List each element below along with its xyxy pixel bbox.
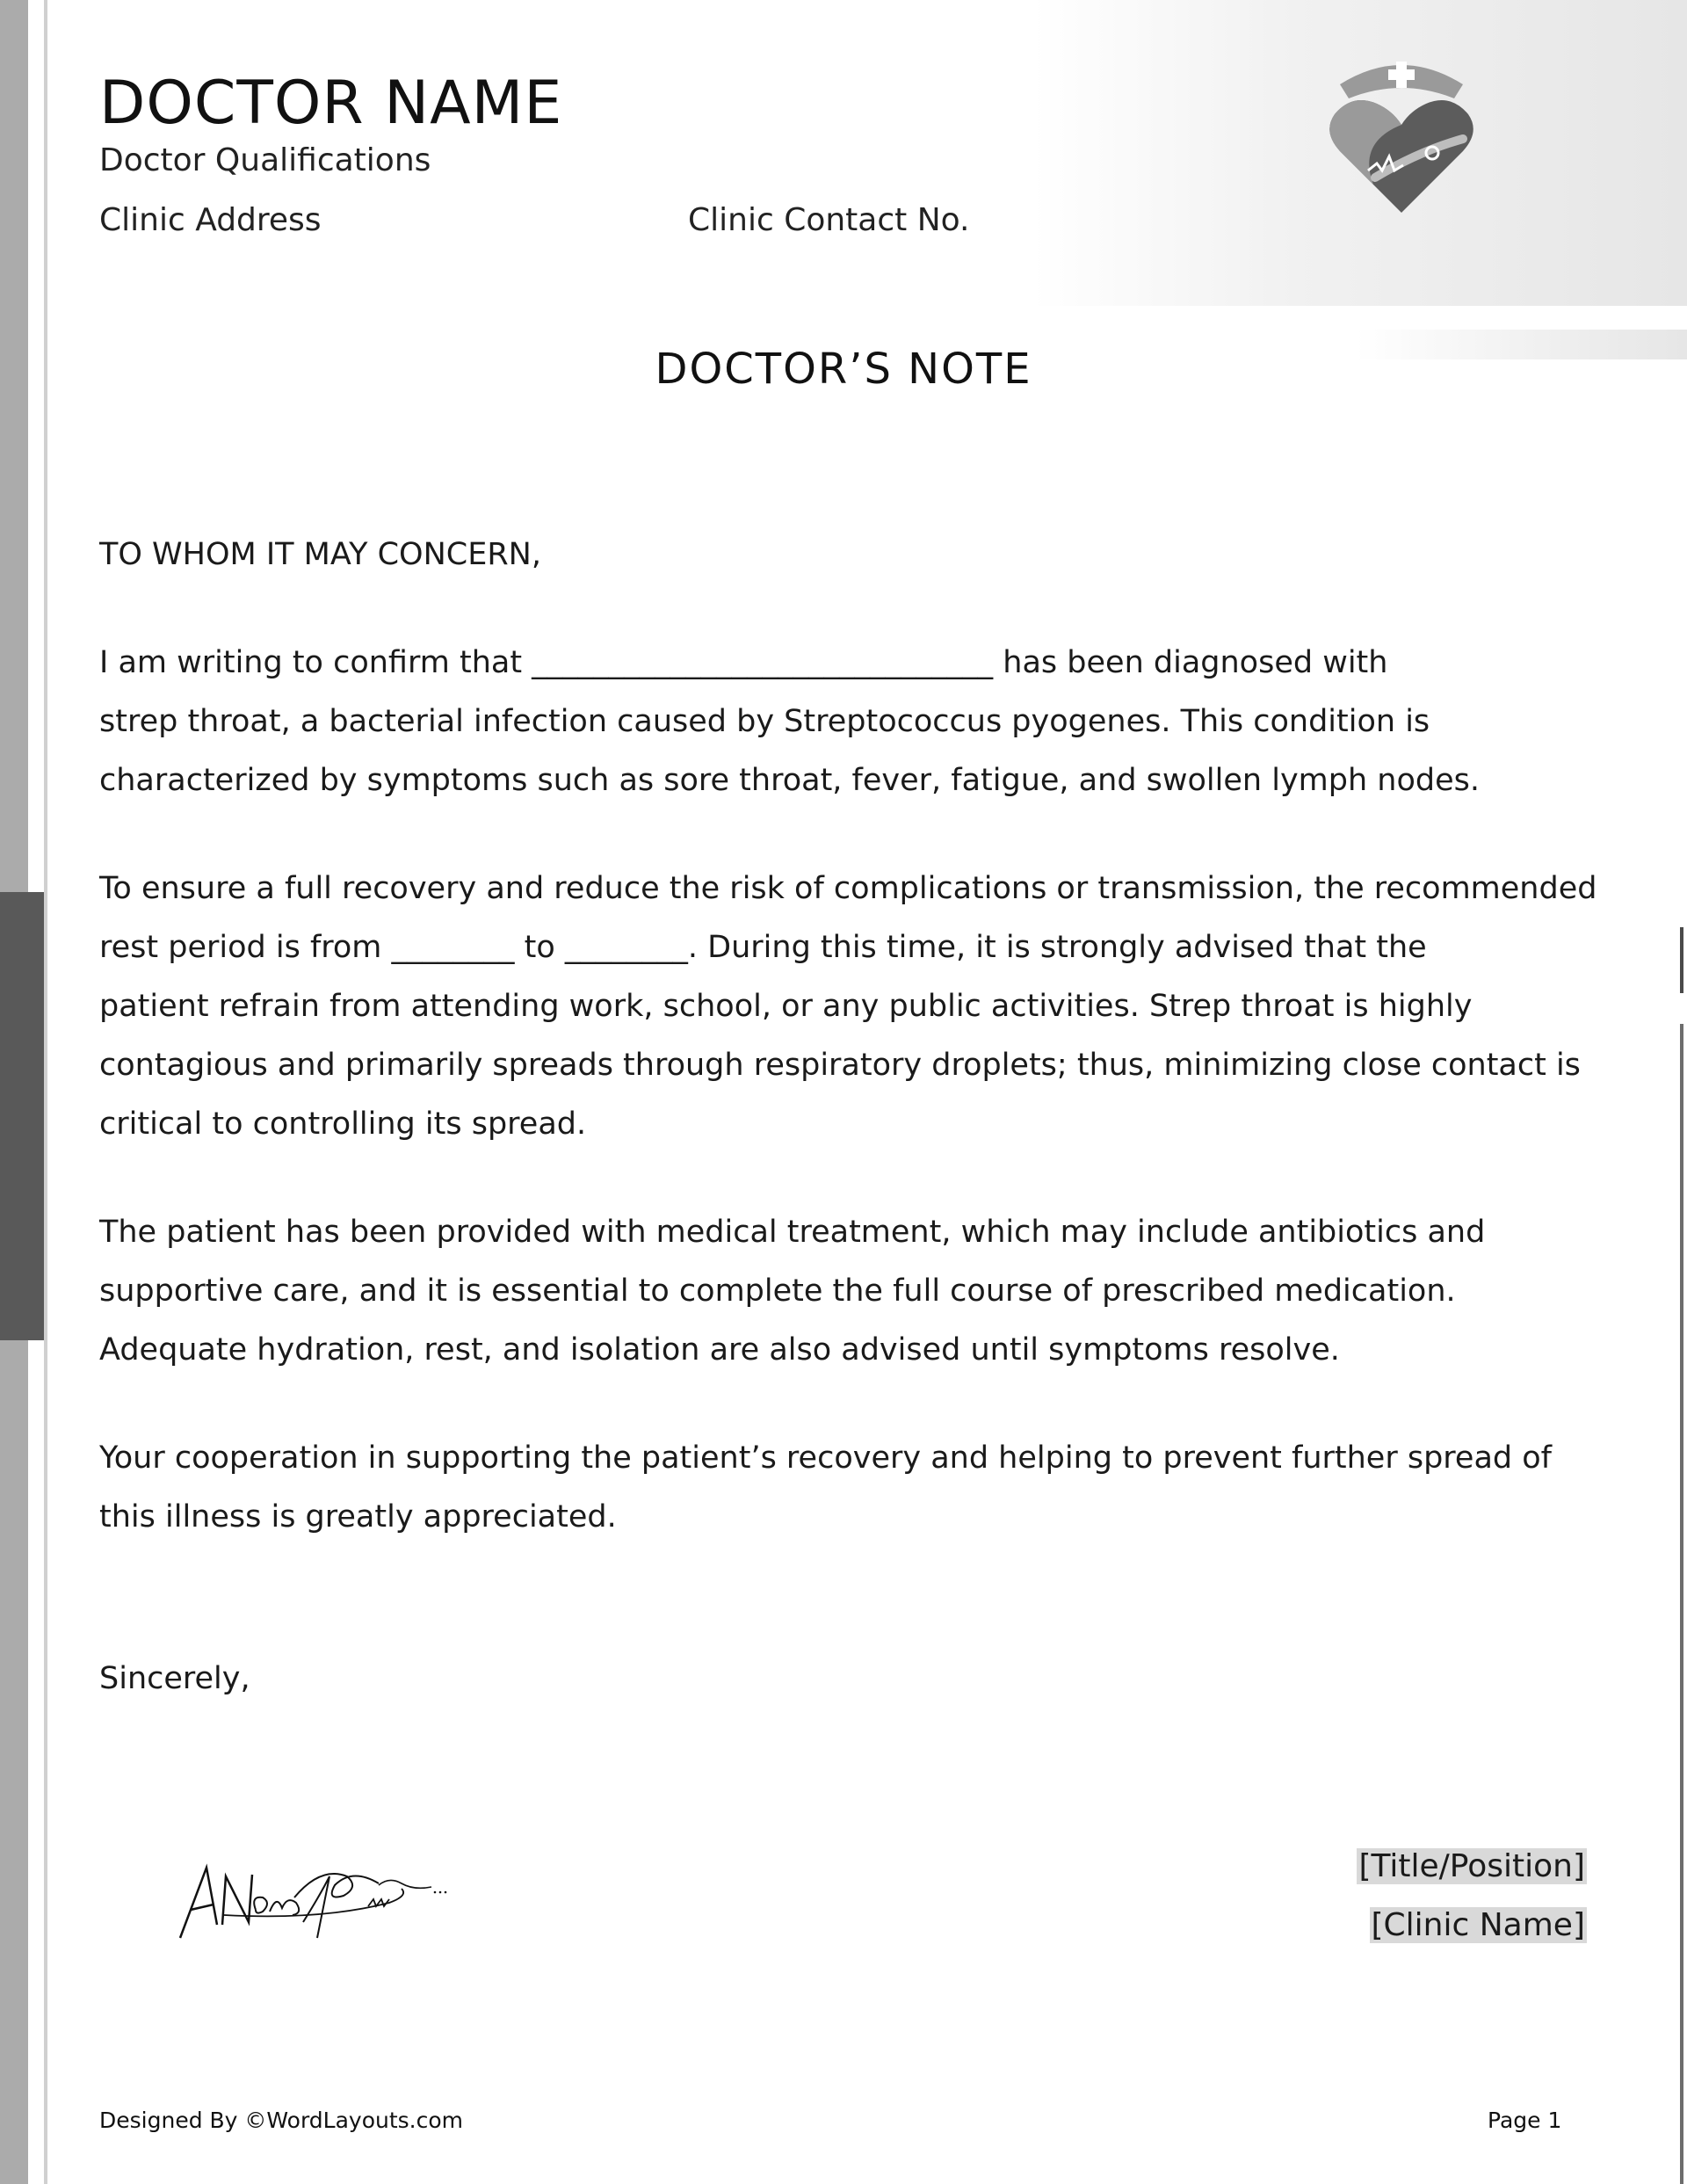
paragraph-line: this illness is greatly appreciated. [99, 1499, 617, 1535]
paragraph-line: rest period is from ________ to ________. During this time, it is strongly advised that the [99, 930, 1427, 965]
medical-heart-logo-icon [1322, 54, 1481, 221]
right-edge-mark [1680, 927, 1683, 993]
paragraph-line: To ensure a full recovery and reduce the risk of complications or transmission, the recommended [99, 871, 1597, 906]
paragraph-line: supportive care, and it is essential to complete the full course of prescribed medication. [99, 1273, 1456, 1309]
handwritten-signature [171, 1841, 461, 1955]
paragraph-line: contagious and primarily spreads through respiratory droplets; thus, minimizing close contact is [99, 1048, 1581, 1083]
paragraph-line: The patient has been provided with medical treatment, which may include antibiotics and [99, 1215, 1486, 1250]
footer-credit: Designed By ©WordLayouts.com [99, 2108, 464, 2133]
document-title: DOCTOR’S NOTE [655, 345, 1032, 394]
doctor-name: DOCTOR NAME [99, 69, 563, 138]
paragraph-treatment [99, 1203, 1593, 1380]
letter-body [99, 526, 1597, 1596]
left-accent-line [44, 0, 47, 2184]
left-accent-bar-dark [0, 892, 47, 1340]
clinic-name-field[interactable]: [Clinic Name] [1371, 1907, 1585, 1943]
clinic-contact-number: Clinic Contact No. [688, 202, 970, 238]
clinic-address: Clinic Address [99, 202, 322, 238]
paragraph-line: Your cooperation in supporting the patient’s recovery and helping to prevent further spread of [99, 1440, 1552, 1476]
right-edge-line [1680, 1024, 1683, 2184]
paragraph-line: patient refrain from attending work, school, or any public activities. Strep throat is highly [99, 989, 1473, 1024]
paragraph-line: Adequate hydration, rest, and isolation are also advised until symptoms resolve. [99, 1332, 1340, 1368]
paragraph-cooperation [99, 1429, 1593, 1547]
paragraph-diagnosis [99, 634, 1593, 810]
salutation: TO WHOM IT MAY CONCERN, [99, 537, 541, 572]
doctor-qualifications: Doctor Qualifications [99, 142, 431, 178]
paragraph-line: characterized by symptoms such as sore throat, fever, fatigue, and swollen lymph nodes. [99, 763, 1480, 798]
paragraph-line: strep throat, a bacterial infection caused by Streptococcus pyogenes. This condition is [99, 704, 1430, 739]
paragraph-line: I am writing to confirm that ______________________________ has been diagnosed with [99, 645, 1388, 680]
paragraph-rest-period [99, 860, 1597, 1154]
signature-block [1357, 1837, 1587, 1955]
paragraph-line: critical to controlling its spread. [99, 1107, 587, 1142]
page-number: Page 1 [1488, 2108, 1562, 2133]
closing: Sincerely, [99, 1661, 250, 1696]
title-position-field[interactable]: [Title/Position] [1358, 1848, 1585, 1884]
